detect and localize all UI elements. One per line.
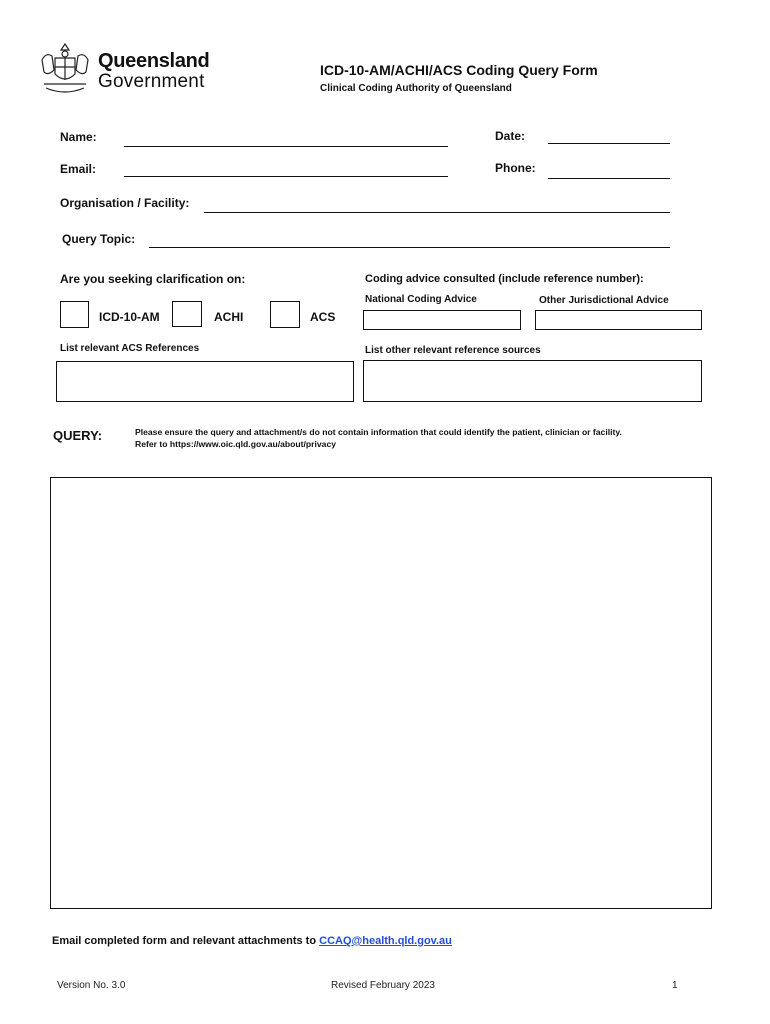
national-advice-input[interactable] <box>363 310 521 330</box>
version-number: Version No. 3.0 <box>57 980 126 991</box>
acs-checkbox[interactable] <box>270 301 300 328</box>
clarification-heading: Are you seeking clarification on: <box>60 272 246 286</box>
other-advice-input[interactable] <box>535 310 702 330</box>
privacy-notice-line-2: Refer to https://www.oic.qld.gov.au/about/privacy <box>135 439 337 449</box>
achi-checkbox[interactable] <box>172 301 202 327</box>
phone-label: Phone: <box>495 161 536 175</box>
acs-references-label: List relevant ACS References <box>60 343 200 354</box>
other-references-label: List other relevant reference sources <box>365 345 541 356</box>
qld-government-logo <box>36 40 216 98</box>
date-label: Date: <box>495 129 526 143</box>
logo-line-2: Government <box>98 71 205 92</box>
email-field[interactable] <box>124 176 448 177</box>
coat-of-arms-icon <box>36 40 94 96</box>
email-label: Email: <box>60 162 97 176</box>
acs-option-label: ACS <box>310 310 336 324</box>
name-label: Name: <box>60 130 97 144</box>
acs-references-input[interactable] <box>56 361 354 402</box>
name-field[interactable] <box>124 146 448 147</box>
phone-field[interactable] <box>548 178 670 179</box>
submit-text: Email completed form and relevant attachments to <box>52 935 320 947</box>
other-advice-label: Other Jurisdictional Advice <box>539 295 669 306</box>
submit-instruction <box>52 935 452 947</box>
organisation-label: Organisation / Facility: <box>60 196 190 210</box>
query-topic-label: Query Topic: <box>62 232 136 246</box>
query-topic-field[interactable] <box>149 247 670 248</box>
date-field[interactable] <box>548 143 670 144</box>
revised-date: Revised February 2023 <box>331 980 435 991</box>
advice-heading: Coding advice consulted (include reference number): <box>365 273 644 285</box>
ccaq-email-link[interactable]: CCAQ@health.qld.gov.au <box>319 935 452 947</box>
privacy-notice-line-1: Please ensure the query and attachment/s do not contain information that could identify the patient, clinician or facility. <box>135 427 622 437</box>
page-number: 1 <box>672 980 678 991</box>
icd-10-am-option-label: ICD-10-AM <box>99 310 160 324</box>
other-references-input[interactable] <box>363 360 702 402</box>
query-textarea[interactable] <box>50 477 712 909</box>
icd-10-am-checkbox[interactable] <box>60 301 89 328</box>
organisation-field[interactable] <box>204 212 670 213</box>
national-advice-label: National Coding Advice <box>365 294 477 305</box>
form-subtitle: Clinical Coding Authority of Queensland <box>320 83 512 94</box>
achi-option-label: ACHI <box>214 310 244 324</box>
form-title: ICD-10-AM/ACHI/ACS Coding Query Form <box>320 62 598 78</box>
logo-line-1: Queensland <box>98 50 210 72</box>
query-label: QUERY: <box>53 428 103 443</box>
